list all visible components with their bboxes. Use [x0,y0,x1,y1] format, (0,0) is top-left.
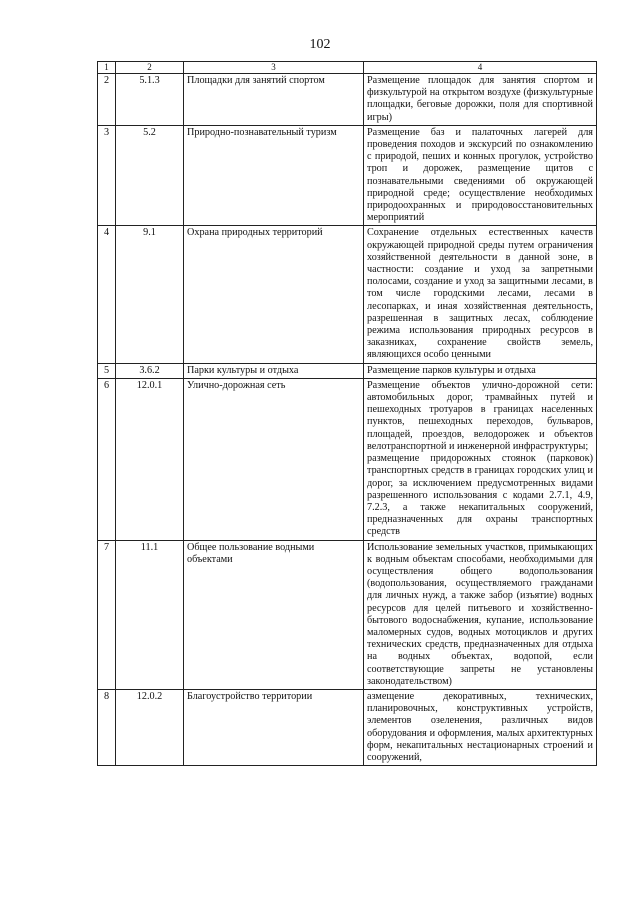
use-code: 3.6.2 [116,363,184,378]
use-description: Размещение баз и палаточных лагерей для проведения походов и экскурсий по ознакомлению с природой, пеших и конных прогулок, устройство троп и дорожек, размещение щитов с познавательными сведениями об окружающей природной среде; осуществление необходимых природоохранных и природовосстановительных мероприятий [364,125,597,226]
use-description [364,378,597,540]
row-number: 6 [98,378,116,540]
table-row [98,125,597,226]
use-code: 9.1 [116,226,184,363]
use-description-part: Размещение объектов улично-дорожной сети: автомобильных дорог, трамвайных путей и пешеходных тротуаров в границах населенных пунктов, пешеходных переходов, бульваров, площадей, проездов, велодорожек и объектов велотранспортной и инженерной инфраструктуры; [367,379,593,452]
use-code: 12.0.1 [116,378,184,540]
column-header: 1 [98,62,116,74]
use-description-part: размещение придорожных стоянок (парковок) транспортных средств в границах городских улиц и дорог, за исключением предусмотренных видами разрешенного использования с кодами 2.7.1, 4.9, 7.2.3, а также некапитальных сооружений, предназначенных для охраны транспортных средств [367,453,593,538]
use-code: 12.0.2 [116,689,184,765]
row-number: 5 [98,363,116,378]
use-code: 5.1.3 [116,74,184,126]
use-name: Охрана природных территорий [184,226,364,363]
use-code: 5.2 [116,125,184,226]
use-name: Улично-дорожная сеть [184,378,364,540]
use-description: Использование земельных участков, примыкающих к водным объектам способами, необходимыми для осуществления общего водопользования (водопользования, осуществляемого гражданами для личных нужд, а также забор (изъятие) водных ресурсов для целей питьевого и хозяйственно-бытового водоснабжения, купание, использование маломерных судов, водных мотоциклов и других технических средств, предназначенных для отдыха на водных объектах, водопой, если соответствующие запреты не установлены законодательством) [364,540,597,689]
table-row [98,74,597,126]
table-row [98,378,597,540]
column-header: 2 [116,62,184,74]
table-header-row [98,62,597,74]
use-description: Сохранение отдельных естественных качеств окружающей природной среды путем ограничения хозяйственной деятельности в данной зоне, в частности: создание и уход за запретными полосами, создание и уход за защитными лесами, в том числе городскими лесами, лесами в лесопарках, и иная хозяйственная деятельность, разрешенная в защитных лесах, соблюдение режима использования природных ресурсов в заказниках, сохранение свойств земель, являющихся особо ценными [364,226,597,363]
use-name: Благоустройство территории [184,689,364,765]
row-number: 4 [98,226,116,363]
row-number: 8 [98,689,116,765]
row-number: 7 [98,540,116,689]
use-description: Размещение парков культуры и отдыха [364,363,597,378]
table-row [98,226,597,363]
use-name: Парки культуры и отдыха [184,363,364,378]
column-header: 3 [184,62,364,74]
use-name: Природно-познавательный туризм [184,125,364,226]
use-description: азмещение декоративных, технических, планировочных, конструктивных устройств, элементов озеленения, различных видов оборудования и оформления, малых архитектурных форм, некапитальных нестационарных строений и сооружений, [364,689,597,765]
use-name: Площадки для занятий спортом [184,74,364,126]
use-code: 11.1 [116,540,184,689]
land-use-table [97,61,597,766]
use-name: Общее пользование водными объектами [184,540,364,689]
table-row [98,540,597,689]
use-description: Размещение площадок для занятия спортом и физкультурой на открытом воздухе (физкультурные площадки, беговые дорожки, поля для спортивной игры) [364,74,597,126]
page-number: 102 [309,37,331,52]
row-number: 3 [98,125,116,226]
table-row [98,363,597,378]
column-header: 4 [364,62,597,74]
row-number: 2 [98,74,116,126]
table-row [98,689,597,765]
